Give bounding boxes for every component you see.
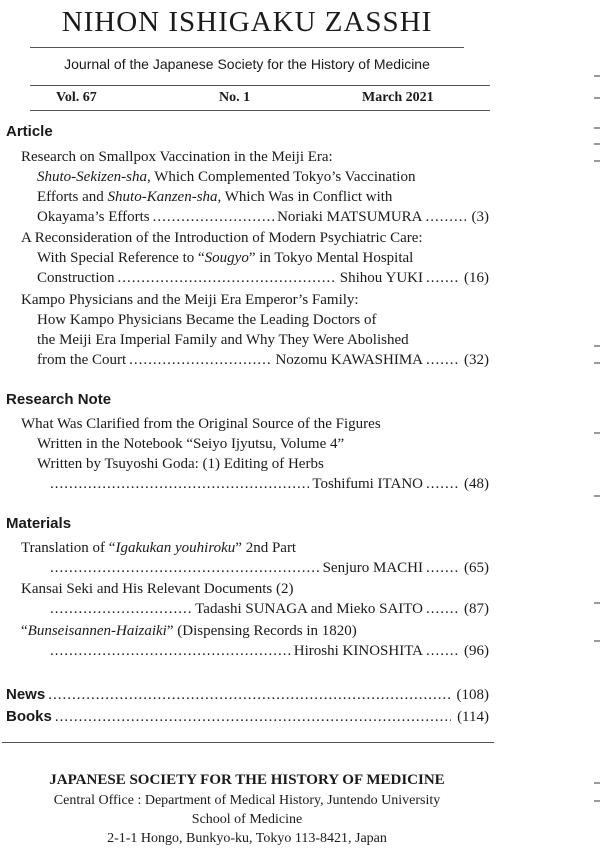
entry-title-text: ” (Dispensing Records in 1820) xyxy=(166,623,357,639)
entry-title-line xyxy=(37,187,392,207)
section-heading-article: Article xyxy=(6,123,53,140)
entry-page-number: (48) xyxy=(464,476,489,492)
entry-title-line xyxy=(21,538,296,558)
society-name: JAPANESE SOCIETY FOR THE HISTORY OF MEDICINE xyxy=(49,772,445,788)
entry-title-line: Kampo Physicians and the Meiji Era Emperor’s Family: xyxy=(21,292,359,308)
entry-author-line xyxy=(37,268,489,288)
footer-rule xyxy=(2,742,494,743)
entry-author: Senjuro MACHI xyxy=(322,560,423,576)
dot-leader xyxy=(50,599,192,619)
dot-leader xyxy=(50,474,309,494)
dot-leader xyxy=(50,641,291,661)
entry-title-italic: Igakukan youhiroku xyxy=(115,540,236,556)
title-rule xyxy=(30,47,464,48)
journal-subtitle: Journal of the Japanese Society for the History of Medicine xyxy=(64,56,430,72)
entry-title-text: “ xyxy=(21,623,28,639)
dot-leader xyxy=(426,599,458,619)
entry-author-line xyxy=(37,207,489,227)
entry-title-italic: Shuto-Sekizen-sha xyxy=(37,169,147,185)
dot-leader xyxy=(118,268,337,288)
entry-author: Toshifumi ITANO xyxy=(312,476,423,492)
entry-author-line xyxy=(50,641,489,661)
section-heading-news: News xyxy=(6,686,46,703)
entry-title-italic: Bunseisannen-Haizaiki xyxy=(27,623,167,639)
entry-page-number: (65) xyxy=(464,560,489,576)
entry-page-number: (87) xyxy=(464,601,489,617)
entry-title-italic: Shuto-Kanzen-sha xyxy=(107,189,218,205)
entry-title-line xyxy=(37,167,415,187)
entry-title-text: , Which Was in Conflict with xyxy=(217,189,393,205)
entry-title-text: ” in Tokyo Mental Hospital xyxy=(248,250,414,266)
dot-leader xyxy=(153,207,274,227)
entry-page-number: (3) xyxy=(471,209,489,225)
entry-page-number: (32) xyxy=(464,352,489,368)
dot-leader xyxy=(426,350,458,370)
entry-title-line: What Was Clarified from the Original Source of the Figures xyxy=(21,416,381,432)
journal-title: NIHON ISHIGAKU ZASSHI xyxy=(61,6,433,38)
entry-author: Shihou YUKI xyxy=(339,270,423,286)
entry-author-line xyxy=(50,558,489,578)
entry-author: Hiroshi KINOSHITA xyxy=(293,643,423,659)
entry-title-line xyxy=(21,621,357,641)
entry-title-text: Efforts and xyxy=(37,189,108,205)
entry-author: Tadashi SUNAGA and Mieko SAITO xyxy=(195,601,423,617)
entry-title-text: , Which Complemented Tokyo’s Vaccination xyxy=(146,169,416,185)
entry-title-line: How Kampo Physicians Became the Leading Doctors of xyxy=(37,312,377,328)
dot-leader xyxy=(426,641,458,661)
issue-date: March 2021 xyxy=(362,90,434,105)
section-heading-materials: Materials xyxy=(6,515,72,532)
office-address-line: Central Office : Department of Medical History, Juntendo University xyxy=(53,793,441,808)
entry-author-line xyxy=(37,350,489,370)
entry-title-text: ” 2nd Part xyxy=(235,540,297,556)
entry-page-number: (108) xyxy=(456,687,489,703)
office-address-line: 2-1-1 Hongo, Bunkyo-ku, Tokyo 113-8421, Japan xyxy=(107,831,387,846)
entry-author: Noriaki MATSUMURA xyxy=(277,209,423,225)
section-heading-books: Books xyxy=(6,708,52,725)
entry-page-number: (16) xyxy=(464,270,489,286)
issue-bottom-rule xyxy=(30,110,490,111)
entry-title-line: Research on Smallpox Vaccination in the Meiji Era: xyxy=(21,149,333,165)
toc-entry-news[interactable] xyxy=(6,685,489,705)
office-address-line: School of Medicine xyxy=(191,812,303,827)
issue-volume: Vol. 67 xyxy=(56,90,97,105)
section-heading-research-note: Research Note xyxy=(6,391,112,408)
dot-leader xyxy=(129,350,272,370)
entry-title-line: Written by Tsuyoshi Goda: (1) Editing of Herbs xyxy=(37,456,324,472)
entry-title-text: from the Court xyxy=(37,352,127,368)
entry-title-line xyxy=(37,248,413,268)
entry-page-number: (96) xyxy=(464,643,489,659)
dot-leader xyxy=(426,558,458,578)
entry-title-text: Okayama’s Efforts xyxy=(37,209,150,225)
entry-title-line: the Meiji Era Imperial Family and Why They Were Abolished xyxy=(37,332,409,348)
entry-title-line: Written in the Notebook “Seiyo Ijyutsu, Volume 4” xyxy=(37,436,345,452)
entry-page-number: (114) xyxy=(457,709,489,725)
entry-author-line xyxy=(50,599,489,619)
entry-title-text: With Special Reference to “ xyxy=(37,250,205,266)
issue-number: No. 1 xyxy=(219,90,251,105)
issue-top-rule xyxy=(30,85,490,86)
toc-entry-books[interactable] xyxy=(6,707,489,727)
entry-title-line: Kansai Seki and His Relevant Documents (2) xyxy=(21,581,294,597)
dot-leader xyxy=(426,207,466,227)
entry-author: Nozomu KAWASHIMA xyxy=(275,352,423,368)
entry-title-italic: Sougyo xyxy=(204,250,249,266)
dot-leader xyxy=(426,474,458,494)
dot-leader xyxy=(50,558,320,578)
dot-leader xyxy=(55,707,451,727)
dot-leader xyxy=(426,268,458,288)
entry-title-text: Translation of “ xyxy=(21,540,116,556)
entry-author-line xyxy=(50,474,489,494)
dot-leader xyxy=(48,685,450,705)
entry-title-line: A Reconsideration of the Introduction of Modern Psychiatric Care: xyxy=(21,230,423,246)
entry-title-text: Construction xyxy=(37,270,115,286)
